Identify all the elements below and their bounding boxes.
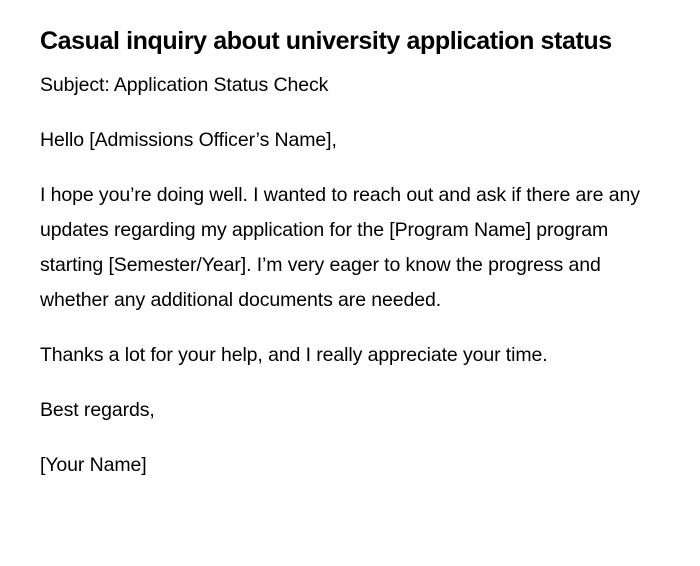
- email-body-paragraph: Thanks a lot for your help, and I really appreciate your time.: [40, 344, 548, 366]
- email-body-paragraph: I hope you’re doing well. I wanted to reach out and ask if there are any updates regarding my application for the [Program Name] program starting [Semester/Year]. I’m very eager to know the progress and whether any additional documents are needed.: [40, 184, 640, 311]
- email-closing: Best regards,: [40, 399, 155, 421]
- email-signature: [Your Name]: [40, 454, 147, 476]
- document-title: Casual inquiry about university application status: [40, 27, 612, 55]
- email-subject: Subject: Application Status Check: [40, 74, 329, 96]
- email-greeting: Hello [Admissions Officer’s Name],: [40, 129, 337, 151]
